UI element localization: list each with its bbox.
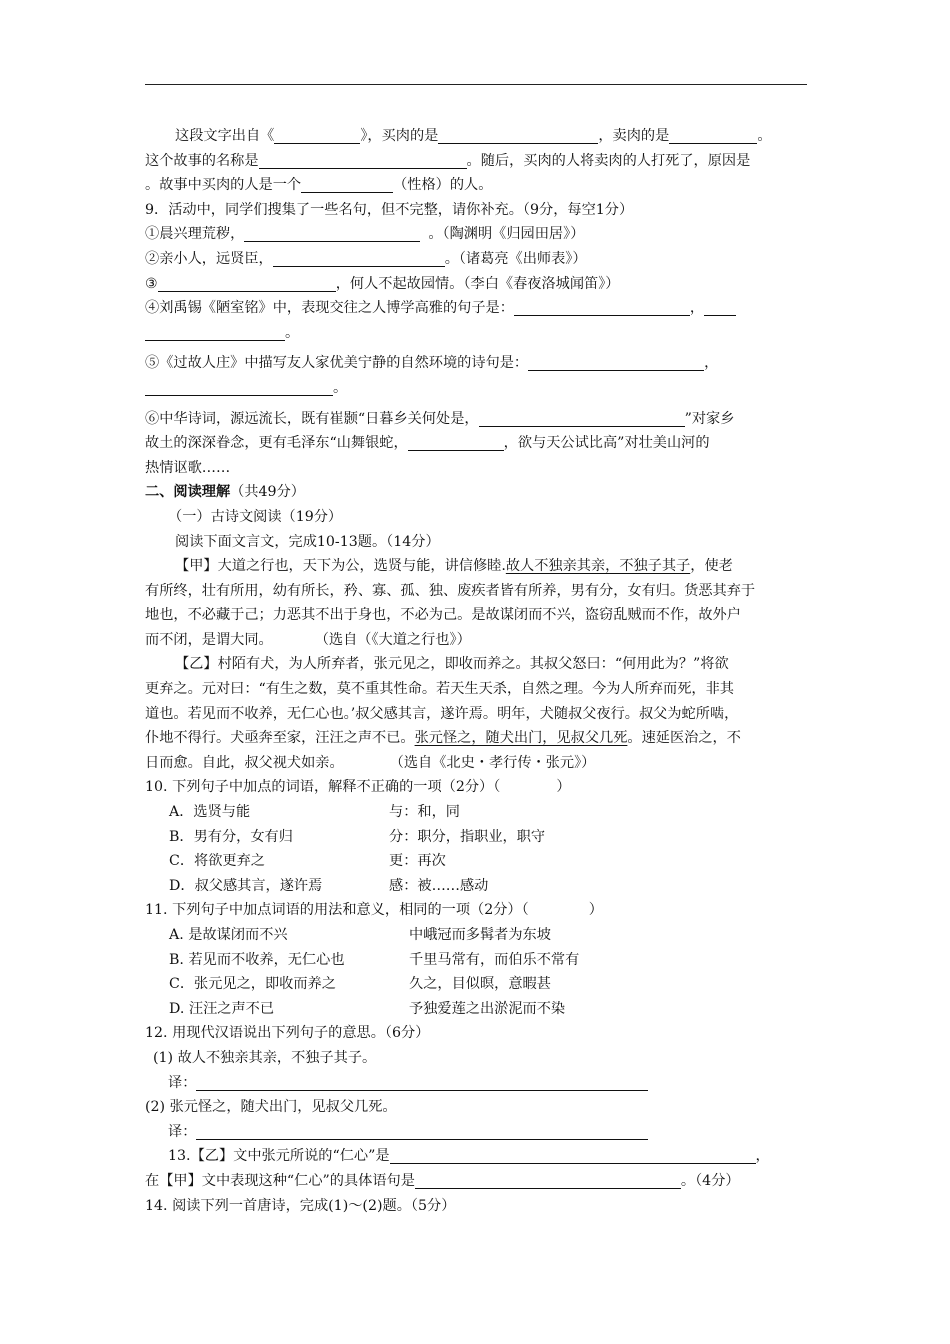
text: ”对家乡 [684,410,735,427]
section-2-heading [145,480,809,505]
text: ④刘禹锡《陋室铭》中，表现交往之人博学高雅的句子是： [145,300,514,317]
answer-blank[interactable] [196,1123,648,1140]
text: （性格）的人。 [393,177,493,194]
text: 仆地不得行。犬亟奔至家，汪汪之声不已。 [145,730,415,747]
jia-line-1 [145,554,809,579]
text: 故土的深深眷念，更有毛泽东“山舞银蛇， [145,435,408,452]
yi-line-4 [145,726,809,751]
q11-option-c[interactable] [145,972,809,997]
answer-blank[interactable] [145,379,333,396]
q10-option-c[interactable] [145,849,809,874]
option-compare: 予独爱莲之出淤泥而不染 [409,1000,566,1017]
q9-item-4 [145,296,809,321]
q11-option-b[interactable] [145,948,809,973]
text: 。故事中买肉的人是一个 [145,177,302,194]
text: 。 [757,128,772,144]
passage-line-1 [145,124,809,149]
section-score: （共49分） [230,484,305,501]
passage-line-2 [145,149,809,174]
answer-blank[interactable] [704,299,736,316]
q9-stem: 9．活动中，同学们搜集了一些名句，但不完整，请你补充。（9分，每空1分） [145,201,634,218]
answer-blank[interactable] [301,176,393,193]
q13-line-2 [145,1169,809,1194]
answer-blank[interactable] [514,299,690,316]
q9-item-2 [145,247,809,272]
text: 。随后，买肉的人将卖肉的人打死了，原因是 [466,152,751,169]
text: 这段文字出自《 [175,128,275,144]
option-explanation: 分：职分，指职业，职守 [389,828,546,845]
text: 11. 下列句子中加点词语的用法和意义，相同的一项（2分）（ [145,902,529,919]
text: ⑥中华诗词，源远流长，既有崔颢“日暮乡关何处是， [145,410,479,427]
option-sentence: A. 是故谋闭而不兴 [169,927,288,943]
q10-stem [145,775,809,800]
jia-line-4 [145,628,809,653]
answer-blank[interactable] [244,225,420,242]
option-sentence: A．选贤与能 [169,804,251,821]
text: ①晨兴理荒秽， [145,226,245,243]
text: ） [588,902,603,919]
option-compare: 久之，目似暝，意暇甚 [409,976,551,993]
answer-blank[interactable] [438,127,598,144]
q9-item-3 [145,272,809,297]
q12-translation-2 [145,1120,809,1145]
text: ， [755,1148,770,1165]
q9-item-5-cont [145,376,809,401]
text: 。（4分） [680,1172,740,1189]
text: ③ [145,275,158,292]
q9-item-1 [145,222,809,247]
answer-blank[interactable] [528,354,704,371]
text: ，何人不起故园情。（李白《春夜洛城闻笛》） [335,275,620,292]
q14-stem: 14. 阅读下列一首唐诗，完成(1)～(2)题。（5分） [145,1197,456,1214]
text: ， [689,300,705,317]
underlined-sentence: 故人不独亲其亲，不独子其子 [505,558,691,575]
document-body [145,124,809,1218]
option-explanation: 更：再次 [389,853,446,870]
answer-blank[interactable] [390,1147,756,1164]
q12-sentence-2: (2) 张元怪之，随犬出门，见叔父几死。 [145,1099,397,1116]
text: ） [556,779,571,796]
q9-item-6 [145,407,809,432]
q9-item-6-cont [145,431,809,456]
q12-stem: 12. 用现代汉语说出下列句子的意思。（6分） [145,1025,430,1042]
option-explanation: 感：被……感动 [389,877,489,894]
text: 日而愈。自此，叔父视犬如亲。 [145,754,344,771]
q9-item-4-cont [145,321,809,346]
q9-item-5 [145,351,809,376]
option-explanation: 与：和，同 [389,804,460,821]
q12-sentence-1: (1) 故人不独亲其亲，不独子其子。 [153,1049,377,1066]
q9-item-6-end: 热情讴歌…… [145,459,231,476]
q11-stem [145,898,809,923]
text: 译： [168,1074,197,1091]
text: 。速延医治之，不 [627,730,741,747]
q10-option-b[interactable] [145,825,809,850]
answer-blank[interactable] [158,275,336,292]
text: 。 [333,379,348,396]
option-compare: 千里马常有，而伯乐不常有 [409,951,580,968]
jia-line-2: 有所终，壮有所用，幼有所长，矜、寡、孤、独、废疾者皆有所养，男有分，女有归。货恶其弃于 [145,582,756,599]
text: 10. 下列句子中加点的词语，解释不正确的一项（2分）（ [145,779,501,796]
yi-line-3: 道也。若见而不收养，无仁心也。’叔父感其言，遂许焉。明年，犬随叔父夜行。叔父为蛇所啮， [145,705,739,722]
jia-line-3: 地也，不必藏于己；力恶其不出于身也，不必为己。是故谋闭而不兴，盗窃乱贼而不作，故外户 [145,607,741,624]
q11-option-a[interactable] [145,923,809,948]
yi-line-1: 【乙】村陌有犬，为人所弃者，张元见之，即收而养之。其叔父怒曰：“何用此为？”将欲 [175,656,729,673]
source-citation: （选自（《大道之行也》） [314,631,471,648]
text: ⑤《过故人庄》中描写友人家优美宁静的自然环境的诗句是： [145,355,529,372]
text: 。（诸葛亮《出师表》） [444,250,587,267]
text: 这个故事的名称是 [145,152,259,169]
text: 13.【乙】文中张元所说的“仁心”是 [168,1148,390,1165]
option-sentence: B．男有分，女有归 [169,828,293,845]
text: ， [704,355,719,372]
text: 》，买肉的是 [360,128,439,144]
answer-blank[interactable] [196,1074,648,1091]
text: ②亲小人，远贤臣， [145,250,273,267]
passage-line-3 [145,173,809,198]
text: ，卖肉的是 [598,128,670,144]
yi-line-5 [145,751,809,776]
answer-blank[interactable] [479,410,685,427]
text: 在【甲】文中表现这种“仁心”的具体语句是 [145,1172,415,1189]
underlined-sentence: 张元怪之，随犬出门，见叔父几死 [414,730,628,747]
section-title: 二、阅读理解 [145,484,231,501]
q11-option-d[interactable] [145,997,809,1022]
answer-blank[interactable] [274,127,360,144]
answer-blank[interactable] [145,324,285,341]
text: 。 [285,324,300,341]
text: 。（陶渊明《归园田居》） [428,226,585,243]
answer-blank[interactable] [669,127,757,144]
reading-intro: 阅读下面文言文，完成10-13题。（14分） [175,533,440,550]
header-rule [145,84,807,85]
text: ，欲与天公试比高”对壮美山河的 [503,435,710,452]
option-sentence: C．将欲更弃之 [169,853,265,870]
text: 译： [168,1123,197,1140]
option-compare: 中峨冠而多髯者为东坡 [409,927,551,943]
source-citation: （选自《北史・孝行传・张元》） [389,754,596,771]
q13-line-1 [145,1144,809,1169]
yi-line-2: 更弃之。元对曰：“有生之数，莫不重其性命。若天生天杀，自然之理。今为人所弃而死，非其 [145,681,734,698]
text: 【甲】大道之行也，天下为公，选贤与能，讲信修睦. [175,558,506,575]
option-sentence: B. 若见而不收养，无仁心也 [169,951,345,968]
q10-option-d[interactable] [145,874,809,899]
answer-blank[interactable] [273,250,445,267]
text: ，使老 [690,558,733,575]
q12-translation-1 [145,1071,809,1096]
subsection-1-heading: （一）古诗文阅读（19分） [168,508,343,525]
option-sentence: D．叔父感其言，遂许焉 [169,877,323,894]
answer-blank[interactable] [415,1172,681,1189]
answer-blank[interactable] [259,152,467,169]
q10-option-a[interactable] [145,800,809,825]
option-sentence: C．张元见之，即收而养之 [169,976,336,993]
answer-blank[interactable] [408,434,504,451]
option-sentence: D. 汪汪之声不已 [169,1000,275,1017]
text: 而不闭，是谓大同。 [145,631,273,648]
